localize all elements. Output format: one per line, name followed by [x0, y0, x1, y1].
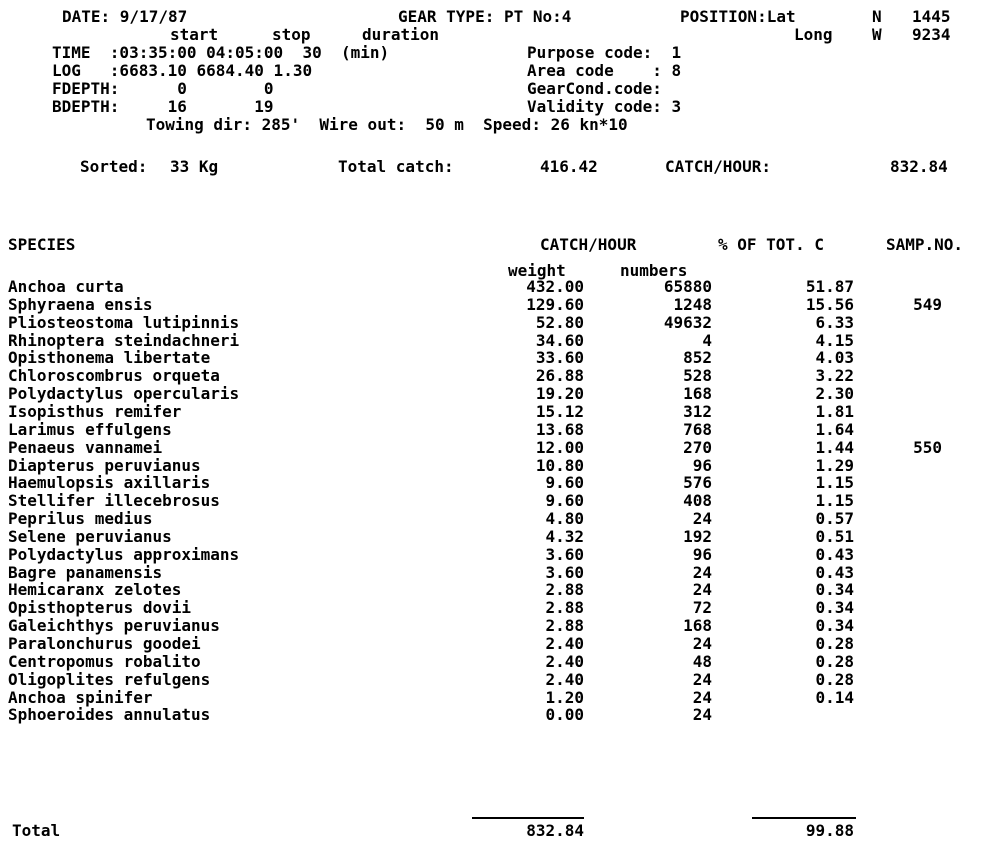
percent-value: 0.28 — [815, 670, 854, 689]
numbers-value: 576 — [683, 473, 712, 492]
weight-value: 4.80 — [545, 509, 584, 528]
percent-value: 6.33 — [815, 313, 854, 332]
species-name: Pliosteostoma lutipinnis — [8, 313, 240, 332]
long-dir: W — [872, 25, 882, 44]
percent-value: 4.15 — [815, 331, 854, 350]
numbers-value: 528 — [683, 366, 712, 385]
total-weight: 832.84 — [526, 821, 584, 840]
species-name: Peprilus medius — [8, 509, 153, 528]
weight-value: 10.80 — [535, 456, 584, 475]
numbers-value: 168 — [683, 384, 712, 403]
numbers-value: 65880 — [663, 277, 712, 296]
weight-value: 52.80 — [535, 313, 584, 332]
weight-value: 12.00 — [535, 438, 584, 457]
numbers-value: 24 — [692, 634, 712, 653]
weight-value: 2.40 — [545, 670, 584, 689]
percent-value: 1.81 — [815, 402, 854, 421]
weight-value: 2.40 — [545, 634, 584, 653]
weight-value: 1.20 — [545, 688, 584, 707]
start-label: start — [170, 25, 219, 44]
numbers-value: 168 — [683, 616, 712, 635]
numbers-value: 24 — [692, 705, 712, 724]
species-name: Centropomus robalito — [8, 652, 201, 671]
species-name: Sphyraena ensis — [8, 295, 153, 314]
weight-value: 33.60 — [535, 348, 584, 367]
lat-value: 1445 — [912, 7, 951, 26]
numbers-value: 408 — [683, 491, 712, 510]
percent-value: 0.14 — [815, 688, 854, 707]
percent-value: 0.34 — [815, 598, 854, 617]
species-name: Rhinoptera steindachneri — [8, 331, 240, 350]
species-name: Larimus effulgens — [8, 420, 172, 439]
percent-value: 1.15 — [815, 473, 854, 492]
percent-value: 0.43 — [815, 545, 854, 564]
species-name: Polydactylus approximans — [8, 545, 240, 564]
numbers-value: 1248 — [673, 295, 712, 314]
numbers-value: 24 — [692, 580, 712, 599]
species-name: Paralonchurus goodei — [8, 634, 201, 653]
weight-value: 4.32 — [545, 527, 584, 546]
species-name: Chloroscombrus orqueta — [8, 366, 220, 385]
numbers-value: 270 — [683, 438, 712, 457]
catch-hour-header: CATCH/HOUR — [540, 235, 637, 254]
numbers-value: 49632 — [663, 313, 712, 332]
fdepth-line: FDEPTH: 0 0 — [52, 79, 274, 98]
species-name: Diapterus peruvianus — [8, 456, 201, 475]
numbers-value: 312 — [683, 402, 712, 421]
species-name: Anchoa curta — [8, 277, 124, 296]
weight-value: 3.60 — [545, 563, 584, 582]
gear-type: GEAR TYPE: PT No:4 — [398, 7, 572, 26]
percent-value: 51.87 — [805, 277, 854, 296]
species-name: Opisthopterus dovii — [8, 598, 192, 617]
area-code: Area code : 8 — [527, 61, 682, 80]
pct-total-rule — [752, 817, 856, 819]
weight-value: 2.88 — [545, 580, 584, 599]
species-name: Selene peruvianus — [8, 527, 172, 546]
percent-value: 1.64 — [815, 420, 854, 439]
weight-value: 9.60 — [545, 491, 584, 510]
validity-code: Validity code: 3 — [527, 97, 682, 116]
percent-value: 0.51 — [815, 527, 854, 546]
percent-value: 1.29 — [815, 456, 854, 475]
percent-value: 0.28 — [815, 634, 854, 653]
weight-value: 0.00 — [545, 705, 584, 724]
species-name: Isopisthus remifer — [8, 402, 182, 421]
percent-value: 3.22 — [815, 366, 854, 385]
species-name: Stellifer illecebrosus — [8, 491, 220, 510]
percent-value: 15.56 — [805, 295, 854, 314]
percent-value: 0.43 — [815, 563, 854, 582]
percent-value: 0.28 — [815, 652, 854, 671]
numbers-value: 24 — [692, 688, 712, 707]
species-name: Haemulopsis axillaris — [8, 473, 211, 492]
weight-value: 3.60 — [545, 545, 584, 564]
species-name: Penaeus vannamei — [8, 438, 163, 457]
catch-hour-label: CATCH/HOUR: — [665, 157, 771, 176]
weight-value: 19.20 — [535, 384, 584, 403]
total-catch-value: 416.42 — [540, 157, 598, 176]
weight-value: 432.00 — [526, 277, 584, 296]
towing-line: Towing dir: 285' Wire out: 50 m Speed: 26 kn*10 — [146, 115, 628, 134]
numbers-value: 24 — [692, 563, 712, 582]
species-name: Oligoplites refulgens — [8, 670, 211, 689]
numbers-value: 48 — [692, 652, 712, 671]
total-label: Total — [12, 821, 61, 840]
weight-value: 13.68 — [535, 420, 584, 439]
species-name: Opisthonema libertate — [8, 348, 211, 367]
weight-value: 26.88 — [535, 366, 584, 385]
time-line: TIME :03:35:00 04:05:00 30 (min) — [52, 43, 390, 62]
percent-value: 1.44 — [815, 438, 854, 457]
long-label: Long — [794, 25, 833, 44]
weight-value: 15.12 — [535, 402, 584, 421]
long-value: 9234 — [912, 25, 951, 44]
species-header: SPECIES — [8, 235, 76, 254]
date: DATE: 9/17/87 — [62, 7, 188, 26]
numbers-header: numbers — [620, 261, 688, 280]
species-name: Polydactylus opercularis — [8, 384, 240, 403]
weight-value: 2.88 — [545, 616, 584, 635]
species-name: Sphoeroides annulatus — [8, 705, 211, 724]
species-name: Bagre panamensis — [8, 563, 163, 582]
percent-value: 4.03 — [815, 348, 854, 367]
stop-label: stop — [272, 25, 311, 44]
numbers-value: 4 — [702, 331, 712, 350]
lat-dir: N — [872, 7, 882, 26]
weight-value: 2.88 — [545, 598, 584, 617]
sorted-value: 33 Kg — [170, 157, 219, 176]
percent-value: 2.30 — [815, 384, 854, 403]
numbers-value: 96 — [692, 545, 712, 564]
numbers-value: 24 — [692, 670, 712, 689]
pct-total-header: % OF TOT. C — [718, 235, 824, 254]
percent-value: 0.57 — [815, 509, 854, 528]
total-percent: 99.88 — [805, 821, 854, 840]
weight-total-rule — [472, 817, 584, 819]
weight-value: 2.40 — [545, 652, 584, 671]
catch-hour-value: 832.84 — [890, 157, 948, 176]
numbers-value: 72 — [692, 598, 712, 617]
numbers-value: 192 — [683, 527, 712, 546]
percent-value: 0.34 — [815, 580, 854, 599]
numbers-value: 24 — [692, 509, 712, 528]
position-label: POSITION:Lat — [680, 7, 796, 26]
sorted-label: Sorted: — [80, 157, 148, 176]
sample-number-header: SAMP.NO. — [886, 235, 964, 254]
species-name: Hemicaranx zelotes — [8, 580, 182, 599]
purpose-code: Purpose code: 1 — [527, 43, 682, 62]
species-name: Anchoa spinifer — [8, 688, 153, 707]
numbers-value: 96 — [692, 456, 712, 475]
weight-header: weight — [508, 261, 566, 280]
numbers-value: 768 — [683, 420, 712, 439]
numbers-value: 852 — [683, 348, 712, 367]
sample-number: 549 — [913, 295, 942, 314]
weight-value: 9.60 — [545, 473, 584, 492]
gearcond-code: GearCond.code: — [527, 79, 662, 98]
weight-value: 129.60 — [526, 295, 584, 314]
percent-value: 1.15 — [815, 491, 854, 510]
total-catch-label: Total catch: — [338, 157, 454, 176]
bdepth-line: BDEPTH: 16 19 — [52, 97, 274, 116]
weight-value: 34.60 — [535, 331, 584, 350]
duration-label: duration — [362, 25, 440, 44]
species-name: Galeichthys peruvianus — [8, 616, 220, 635]
percent-value: 0.34 — [815, 616, 854, 635]
log-line: LOG :6683.10 6684.40 1.30 — [52, 61, 313, 80]
sample-number: 550 — [913, 438, 942, 457]
